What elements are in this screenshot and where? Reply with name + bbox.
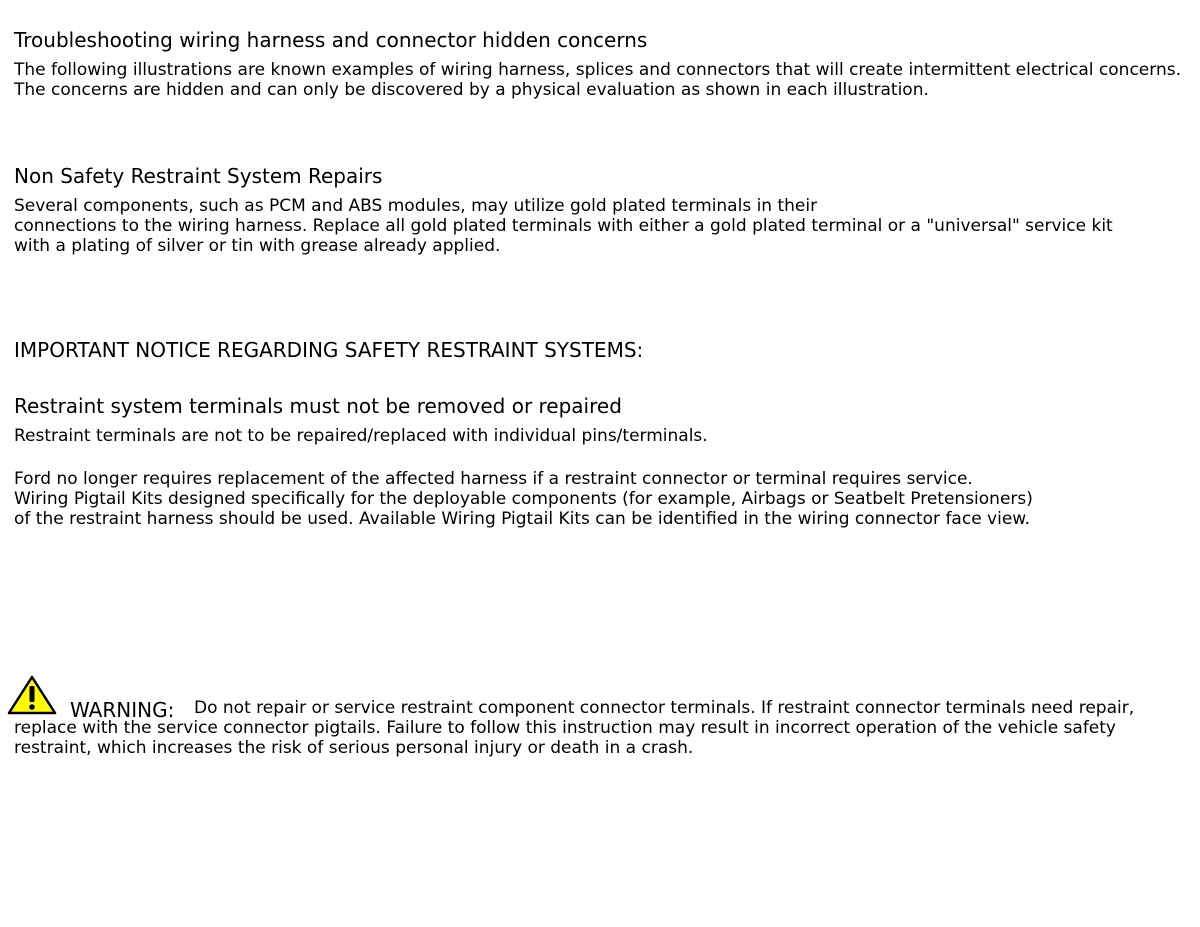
non-srs-line: connections to the wiring harness. Replace all gold plated terminals with either a gold plated terminal or a "universal" service kit	[14, 216, 1113, 236]
troubleshooting-paragraph	[14, 60, 1181, 100]
restraint-pigtail-paragraph	[14, 469, 1033, 529]
restraint-terminals-heading: Restraint system terminals must not be removed or repaired	[14, 394, 622, 418]
non-srs-heading: Non Safety Restraint System Repairs	[14, 164, 383, 188]
troubleshooting-heading: Troubleshooting wiring harness and connector hidden concerns	[14, 28, 648, 52]
warning-line: replace with the service connector pigtails. Failure to follow this instruction may result in incorrect operation of the vehicle safety	[14, 718, 1116, 738]
restraint-pigtail-line: of the restraint harness should be used. Available Wiring Pigtail Kits can be identified in the wiring connector face view.	[14, 509, 1031, 529]
important-notice-heading: IMPORTANT NOTICE REGARDING SAFETY RESTRAINT SYSTEMS:	[14, 338, 644, 362]
restraint-pigtail-line: Wiring Pigtail Kits designed specifically for the deployable components (for example, Airbags or Seatbelt Pretensioners)	[14, 489, 1033, 509]
warning-paragraph	[14, 698, 1134, 758]
warning-line: Do not repair or service restraint component connector terminals. If restraint connector terminals need repair,	[194, 698, 1135, 718]
warning-line: restraint, which increases the risk of serious personal injury or death in a crash.	[14, 738, 694, 758]
non-srs-paragraph	[14, 196, 1113, 256]
restraint-pigtail-line: Ford no longer requires replacement of the affected harness if a restraint connector or terminal requires service.	[14, 469, 973, 489]
warning-label: WARNING:	[70, 698, 175, 722]
non-srs-line: with a plating of silver or tin with grease already applied.	[14, 236, 501, 256]
troubleshooting-line: The following illustrations are known examples of wiring harness, splices and connectors that will create intermittent electrical concerns.	[14, 60, 1181, 80]
restraint-terminals-line: Restraint terminals are not to be repaired/replaced with individual pins/terminals.	[14, 426, 708, 446]
non-srs-line: Several components, such as PCM and ABS modules, may utilize gold plated terminals in their	[14, 196, 818, 216]
troubleshooting-line: The concerns are hidden and can only be discovered by a physical evaluation as shown in each illustration.	[14, 80, 929, 100]
